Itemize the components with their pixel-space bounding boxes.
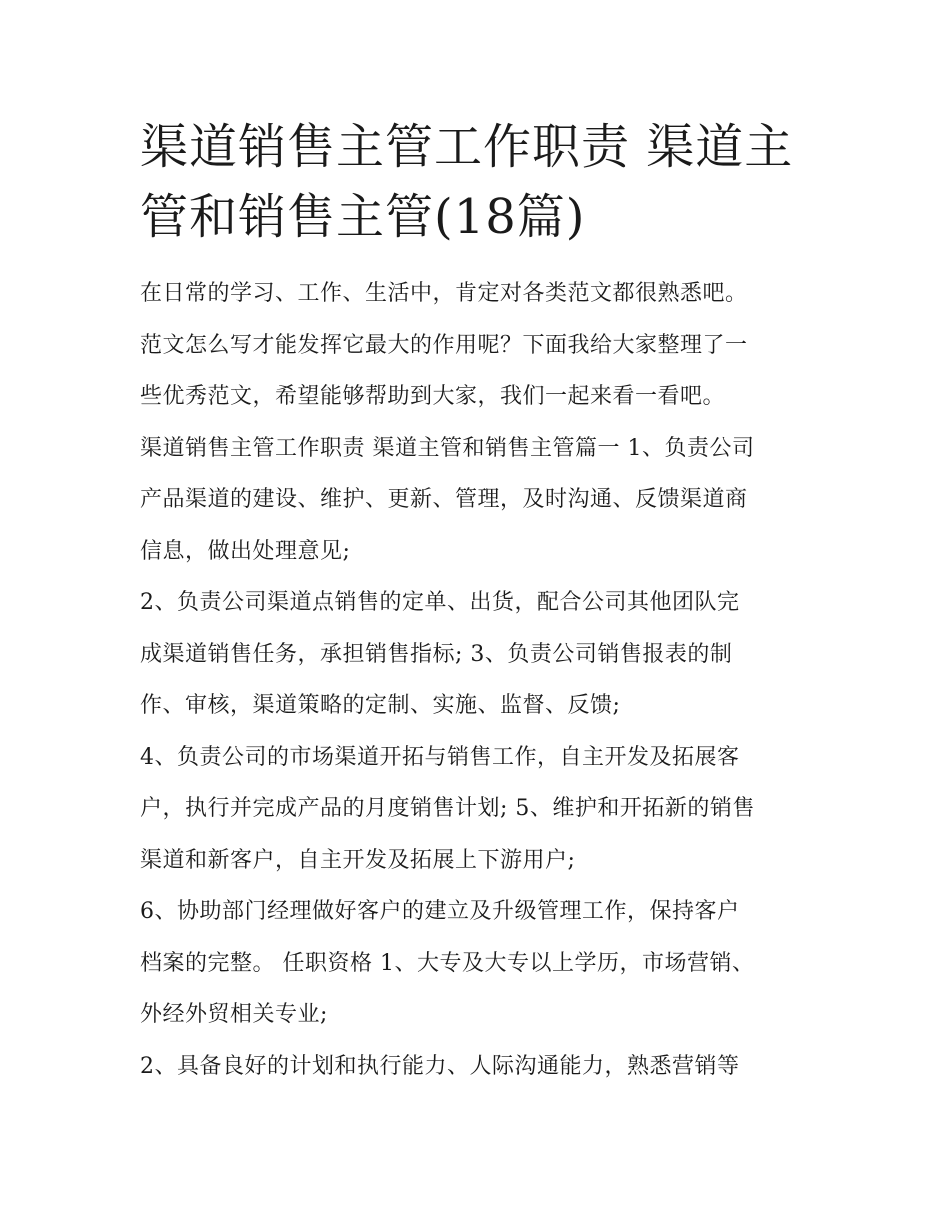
paragraph-intro xyxy=(140,268,820,577)
text-line: 4、负责公司的市场渠道开拓与销售工作，自主开发及拓展客 xyxy=(140,744,740,770)
title-line: 管和销售主管(18篇) xyxy=(140,189,586,245)
paragraph-duty-6 xyxy=(140,886,820,1041)
text-line: 2、具备良好的计划和执行能力、人际沟通能力，熟悉营销等 xyxy=(140,1053,740,1079)
text-line: 6、协助部门经理做好客户的建立及升级管理工作，保持客户 xyxy=(140,899,740,924)
text-line: 渠道销售主管工作职责 渠道主管和销售主管篇一 1、负责公司 xyxy=(140,435,755,461)
text-line: 在日常的学习、工作、生活中，肯定对各类范文都很熟悉吧。 xyxy=(140,281,748,306)
document-page xyxy=(140,112,820,1092)
text-line: 渠道和新客户，自主开发及拓展上下游用户; xyxy=(140,847,576,873)
text-line: 些优秀范文，希望能够帮助到大家，我们一起来看一看吧。 xyxy=(140,384,726,409)
text-line: 产品渠道的建设、维护、更新、管理，及时沟通、反馈渠道商 xyxy=(140,487,748,512)
text-line: 外经外贸相关专业; xyxy=(140,1002,328,1027)
text-line: 作、审核，渠道策略的定制、实施、监督、反馈; xyxy=(140,693,621,718)
text-line: 档案的完整。 任职资格 1、大专及大专以上学历，市场营销、 xyxy=(140,950,755,976)
paragraph-duty-2 xyxy=(140,577,820,732)
text-line: 户，执行并完成产品的月度销售计划; 5、维护和开拓新的销售 xyxy=(140,796,755,821)
paragraph-duty-4 xyxy=(140,732,820,887)
text-line: 范文怎么写才能发挥它最大的作用呢？下面我给大家整理了一 xyxy=(140,332,748,358)
paragraph-requirement-2 xyxy=(140,1041,820,1093)
document-title xyxy=(140,112,820,252)
text-line: 信息，做出处理意见; xyxy=(140,538,351,564)
title-line: 渠道销售主管工作职责 渠道主 xyxy=(140,119,794,175)
text-line: 成渠道销售任务，承担销售指标; 3、负责公司销售报表的制 xyxy=(140,641,733,667)
text-line: 2、负责公司渠道点销售的定单、出货，配合公司其他团队完 xyxy=(140,590,740,615)
